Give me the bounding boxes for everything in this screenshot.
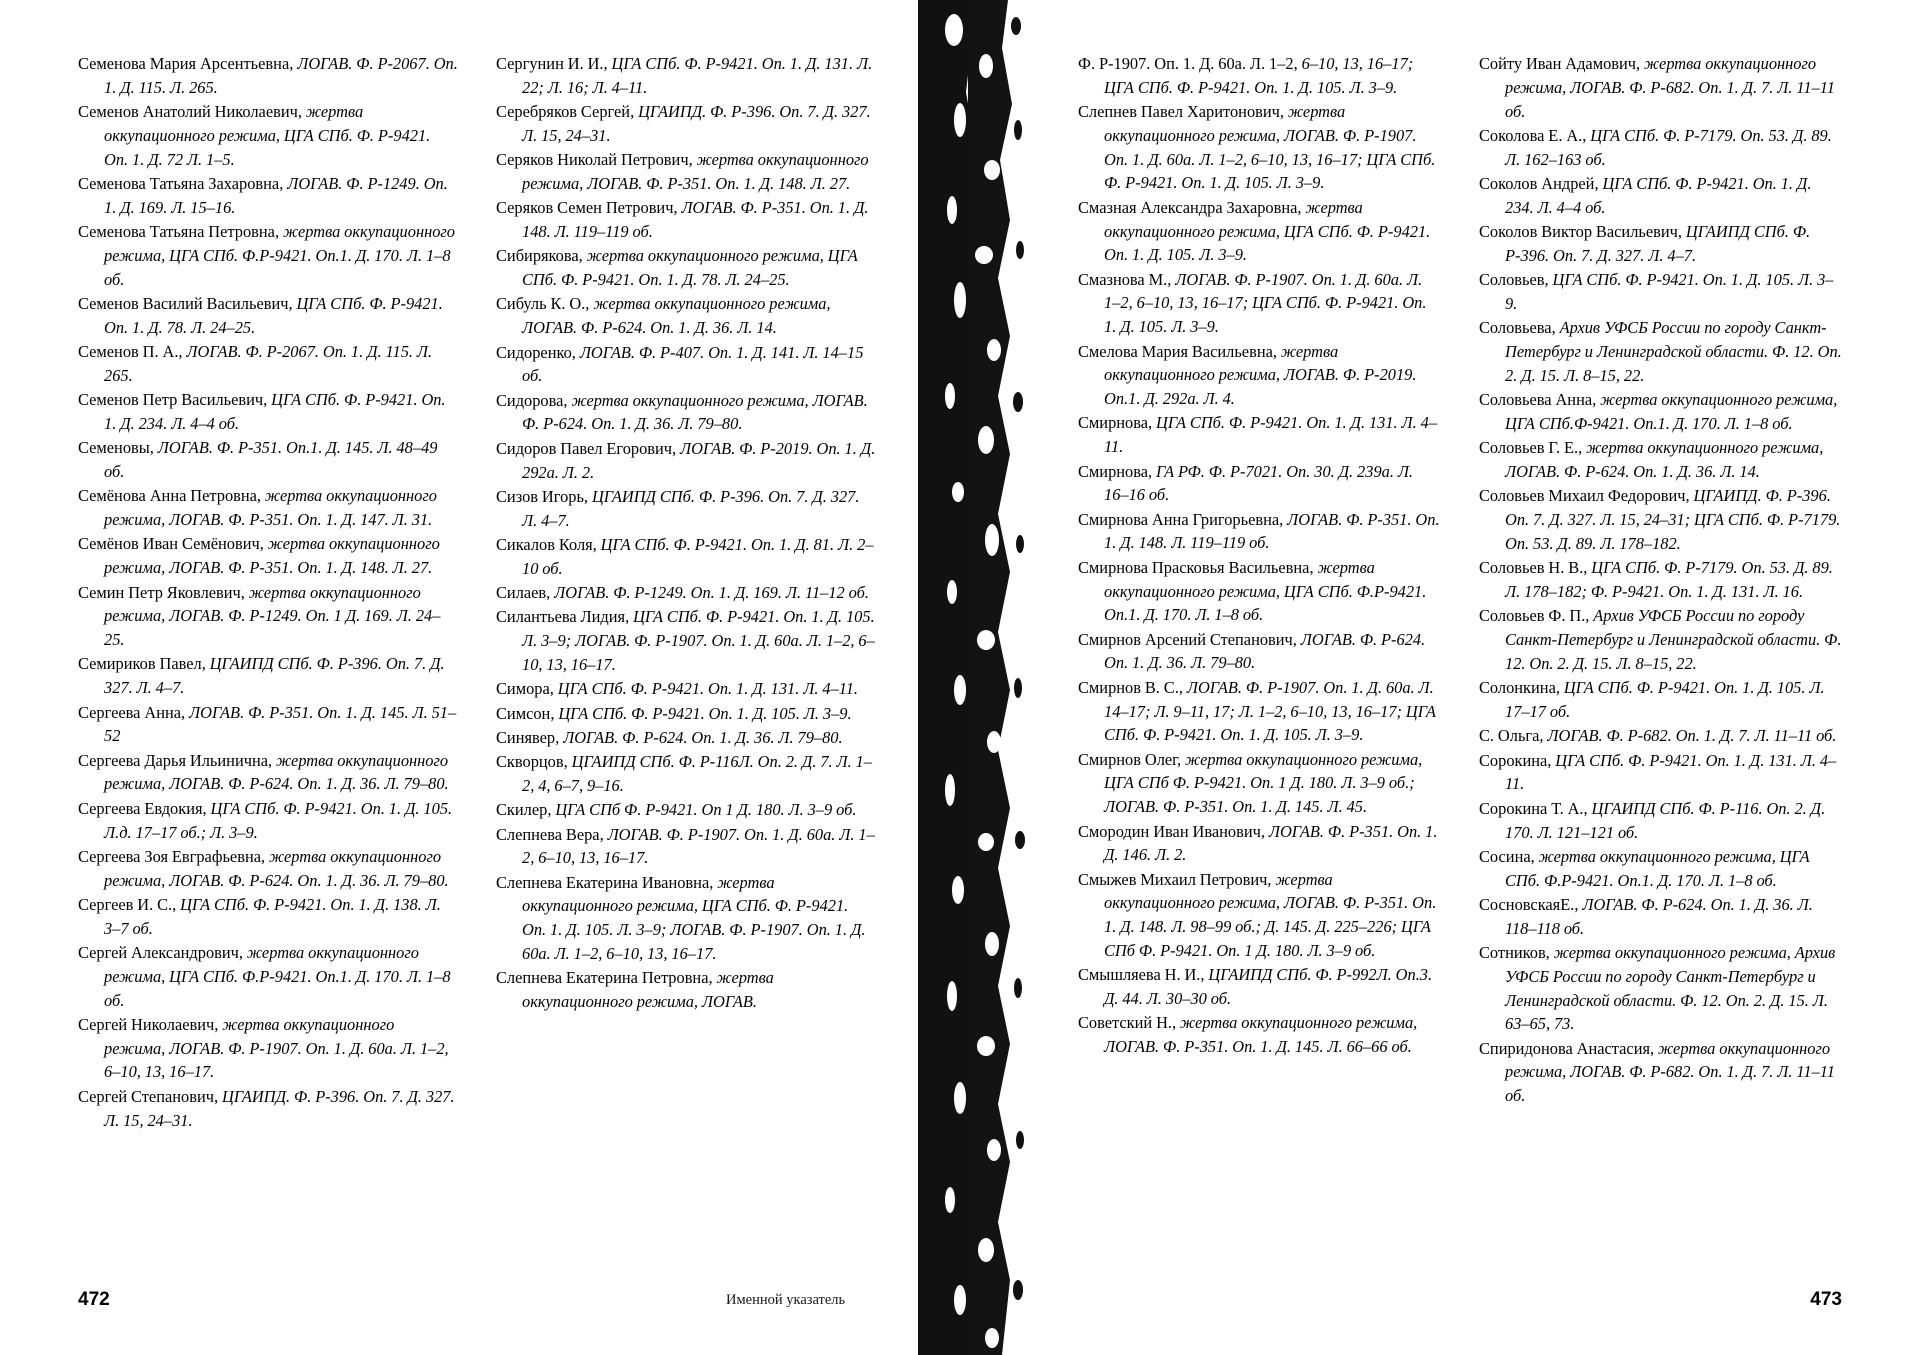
index-entry: Скилер, ЦГА СПб Ф. Р-9421. Оп 1 Д. 180. Л. 3–9 об.: [496, 800, 857, 820]
page-number-right: 473: [1810, 1289, 1842, 1310]
index-entry: Смазнова М., ЛОГАВ. Ф. Р-1907. Оп. 1. Д. 60а. Л. 1–2, 6–10, 13, 16–17; ЦГА СПб. Ф. Р-9421. Оп. 1. Д. 105. Л. 3–9.: [1078, 269, 1427, 337]
index-entry: Сидоренко, ЛОГАВ. Ф. Р-407. Оп. 1. Д. 141. Л. 14–15 об.: [496, 342, 864, 386]
index-entry: Соколов Виктор Васильевич, ЦГАИПД СПб. Ф. Р-396. Оп. 7. Д. 327. Л. 4–7.: [1479, 222, 1811, 265]
index-entry: Серебряков Сергей, ЦГАИПД. Ф. Р-396. Оп. 7. Д. 327. Л. 15, 24–31.: [496, 102, 871, 145]
index-entry: Сикалов Коля, ЦГА СПб. Ф. Р-9421. Оп. 1. Д. 81. Л. 2–10 об.: [496, 534, 874, 578]
right-page: [1056, 0, 1920, 1355]
index-entry: Смышляева Н. И., ЦГАИПД СПб. Ф. Р-992Л. Оп.3. Д. 44. Л. 30–30 об.: [1078, 965, 1433, 1009]
index-entry: Соловьева Анна, жертва оккупационного режима, ЦГА СПб.Ф-9421. Оп.1. Д. 170. Л. 1–8 об.: [1479, 390, 1838, 433]
scan-gutter-shadow: [916, 0, 1056, 1355]
index-entry: Сергеева Евдокия, ЦГА СПб. Ф. Р-9421. Оп. 1. Д. 105. Л.д. 17–17 об.; Л. 3–9.: [78, 798, 453, 842]
book-gutter: [916, 0, 1056, 1355]
right-column-1: [1078, 52, 1441, 1109]
index-entry: Солонкина, ЦГА СПб. Ф. Р-9421. Оп. 1. Д. 105. Л. 17–17 об.: [1479, 678, 1825, 722]
index-entry: Семенов Анатолий Николаевич, жертва оккупационного режима, ЦГА СПб. Ф. Р-9421. Оп. 1. Д. 72 Л. 1–5.: [78, 102, 431, 169]
index-entry: Сосина, жертва оккупационного режима, ЦГА СПб. Ф.Р-9421. Оп.1. Д. 170. Л. 1–8 об.: [1479, 846, 1810, 890]
index-entry: Смирнова Анна Григорьевна, ЛОГАВ. Ф. Р-351. Оп. 1. Д. 148. Л. 119–119 об.: [1078, 509, 1440, 553]
index-entry: Слепнев Павел Харитонович, жертва оккупационного режима, ЛОГАВ. Ф. Р-1907. Оп. 1. Д. 60а. Л. 1–2, 6–10, 13, 16–17; ЦГА СПб. Ф. Р-9421. Оп. 1. Д. 105. Л. 3–9.: [1078, 102, 1436, 193]
index-entry: Сойту Иван Адамович, жертва оккупационного режима, ЛОГАВ. Ф. Р-682. Оп. 1. Д. 7. Л. 11–11 об.: [1479, 54, 1835, 121]
index-entry: Сибуль К. О., жертва оккупационного режима, ЛОГАВ. Ф. Р-624. Оп. 1. Д. 36. Л. 14.: [496, 294, 831, 338]
index-entry: Советский Н., жертва оккупационного режима, ЛОГАВ. Ф. Р-351. Оп. 1. Д. 145. Л. 66–66 об.: [1078, 1013, 1418, 1057]
index-entry-continuation: Ф. Р-1907. Оп. 1. Д. 60а. Л. 1–2, 6–10, 13, 16–17; ЦГА СПб. Ф. Р-9421. Оп. 1. Д. 105. Л. 3–9.: [1078, 54, 1414, 97]
index-entry: Сергей Степанович, ЦГАИПД. Ф. Р-396. Оп. 7. Д. 327. Л. 15, 24–31.: [78, 1086, 455, 1130]
index-entry: Соловьева, Архив УФСБ России по городу Санкт-Петербург и Ленинградской области. Ф. 12. Оп. 2. Д. 15. Л. 8–15, 22.: [1479, 318, 1842, 385]
index-entry: Соколова Е. А., ЦГА СПб. Ф. Р-7179. Оп. 53. Д. 89. Л. 162–163 об.: [1479, 125, 1832, 169]
index-entry: Скворцов, ЦГАИПД СПб. Ф. Р-116Л. Оп. 2. Д. 7. Л. 1–2, 4, 6–7, 9–16.: [496, 752, 873, 795]
left-column-2: [496, 52, 876, 1133]
index-entry: СосновскаяЕ., ЛОГАВ. Ф. Р-624. Оп. 1. Д. 36. Л. 118–118 об.: [1479, 894, 1813, 938]
index-entry: Соловьев Ф. П., Архив УФСБ России по городу Санкт-Петербург и Ленинградской области. Ф. 12. Оп. 2. Д. 15. Л. 8–15, 22.: [1479, 606, 1842, 673]
index-entry: Семенов П. А., ЛОГАВ. Ф. Р-2067. Оп. 1. Д. 115. Л. 265.: [78, 342, 433, 385]
index-entry: Сидорова, жертва оккупационного режима, ЛОГАВ. Ф. Р-624. Оп. 1. Д. 36. Л. 79–80.: [496, 390, 868, 434]
index-entry: Смирнова, ЦГА СПб. Ф. Р-9421. Оп. 1. Д. 131. Л. 4–11.: [1078, 413, 1438, 457]
index-entry: Семенов Василий Васильевич, ЦГА СПб. Ф. Р-9421. Оп. 1. Д. 78. Л. 24–25.: [78, 293, 443, 337]
index-entry: Сергей Николаевич, жертва оккупационного режима, ЛОГАВ. Ф. Р-1907. Оп. 1. Д. 60а. Л. 1–2, 6–10, 13, 16–17.: [78, 1014, 449, 1082]
left-page-columns: [78, 52, 916, 1133]
index-entry: Смирнов Олег, жертва оккупационного режима, ЦГА СПб Ф. Р-9421. Оп. 1 Д. 180. Л. 3–9 об.; ЛОГАВ. Ф. Р-351. Оп. 1. Д. 145. Л. 45.: [1078, 749, 1423, 817]
index-entry: Семин Петр Яковлевич, жертва оккупационного режима, ЛОГАВ. Ф. Р-1249. Оп. 1 Д. 169. Л. 24–25.: [78, 582, 441, 650]
index-entry: Семёнов Иван Семёнович, жертва оккупационного режима, ЛОГАВ. Ф. Р-351. Оп. 1. Д. 148. Л. 27.: [78, 534, 440, 578]
index-entry: Симсон, ЦГА СПб. Ф. Р-9421. Оп. 1. Д. 105. Л. 3–9.: [496, 703, 852, 723]
index-entry: Семенова Мария Арсентьевна, ЛОГАВ. Ф. Р-2067. Оп. 1. Д. 115. Л. 265.: [78, 54, 458, 97]
page-number-left: 472: [78, 1289, 110, 1310]
index-entry: Слепнева Вера, ЛОГАВ. Ф. Р-1907. Оп. 1. Д. 60а. Л. 1–2, 6–10, 13, 16–17.: [496, 824, 875, 868]
left-column-1: [78, 52, 458, 1133]
index-entry: Сорокина Т. А., ЦГАИПД СПб. Ф. Р-116. Оп. 2. Д. 170. Л. 121–121 об.: [1479, 798, 1826, 842]
index-entry: Соловьев Михаил Федорович, ЦГАИПД. Ф. Р-396. Оп. 7. Д. 327. Л. 15, 24–31; ЦГА СПб. Ф. Р-7179. Оп. 53. Д. 89. Л. 178–182.: [1479, 486, 1841, 553]
index-entry: Соловьев, ЦГА СПб. Ф. Р-9421. Оп. 1. Д. 105. Л. 3–9.: [1479, 270, 1834, 313]
index-entry: Сидоров Павел Егорович, ЛОГАВ. Ф. Р-2019. Оп. 1. Д. 292а. Л. 2.: [496, 438, 876, 482]
index-entry: Сергеева Зоя Евграфьевна, жертва оккупационного режима, ЛОГАВ. Ф. Р-624. Оп. 1. Д. 36. Л. 79–80.: [78, 846, 449, 890]
index-entry: Семёнова Анна Петровна, жертва оккупационного режима, ЛОГАВ. Ф. Р-351. Оп. 1. Д. 147. Л. 31.: [78, 486, 437, 530]
index-entry: Семеновы, ЛОГАВ. Ф. Р-351. Оп.1. Д. 145. Л. 48–49 об.: [78, 438, 438, 482]
right-page-columns: [1078, 52, 1842, 1109]
index-entry: Семириков Павел, ЦГАИПД СПб. Ф. Р-396. Оп. 7. Д. 327. Л. 4–7.: [78, 654, 445, 698]
index-entry: Соловьев Г. Е., жертва оккупационного режима, ЛОГАВ. Ф. Р-624. Оп. 1. Д. 36. Л. 14.: [1479, 438, 1824, 482]
index-entry: Сизов Игорь, ЦГАИПД СПб. Ф. Р-396. Оп. 7. Д. 327. Л. 4–7.: [496, 486, 860, 530]
index-entry: Соколов Андрей, ЦГА СПб. Ф. Р-9421. Оп. 1. Д. 234. Л. 4–4 об.: [1479, 173, 1812, 217]
index-entry: Симора, ЦГА СПб. Ф. Р-9421. Оп. 1. Д. 131. Л. 4–11.: [496, 679, 858, 699]
index-entry: С. Ольга, ЛОГАВ. Ф. Р-682. Оп. 1. Д. 7. Л. 11–11 об.: [1479, 726, 1837, 746]
index-entry: Смелова Мария Васильевна, жертва оккупационного режима, ЛОГАВ. Ф. Р-2019. Оп.1. Д. 292а. Л. 4.: [1078, 341, 1417, 409]
index-entry: Сергей Александрович, жертва оккупационного режима, ЦГА СПб. Ф.Р-9421. Оп.1. Д. 170. Л. 1–8 об.: [78, 942, 451, 1010]
index-entry: Смазная Александра Захаровна, жертва оккупационного режима, ЦГА СПб. Ф. Р-9421. Оп. 1. Д. 105. Л. 3–9.: [1078, 197, 1431, 265]
index-entry: Серяков Семен Петрович, ЛОГАВ. Ф. Р-351. Оп. 1. Д. 148. Л. 119–119 об.: [496, 198, 869, 242]
running-head: Именной указатель: [726, 1292, 846, 1308]
index-entry: Сергунин И. И., ЦГА СПб. Ф. Р-9421. Оп. 1. Д. 131. Л. 22; Л. 16; Л. 4–11.: [496, 54, 873, 97]
index-entry: Семенов Петр Васильевич, ЦГА СПб. Ф. Р-9421. Оп. 1. Д. 234. Л. 4–4 об.: [78, 390, 446, 433]
index-entry: Смирнов Арсений Степанович, ЛОГАВ. Ф. Р-624. Оп. 1. Д. 36. Л. 79–80.: [1078, 629, 1426, 673]
index-entry: Смирнова Прасковья Васильевна, жертва оккупационного режима, ЦГА СПб. Ф.Р-9421. Оп.1. Д. 170. Л. 1–8 об.: [1078, 557, 1427, 625]
index-entry: Смирнова, ГА РФ. Ф. Р-7021. Оп. 30. Д. 239а. Л. 16–16 об.: [1078, 461, 1414, 505]
index-entry: Семенова Татьяна Захаровна, ЛОГАВ. Ф. Р-1249. Оп. 1. Д. 169. Л. 15–16.: [78, 173, 448, 217]
index-entry: Смыжев Михаил Петрович, жертва оккупационного режима, ЛОГАВ. Ф. Р-351. Оп. 1. Д. 148. Л. 98–99 об.; Д. 145. Д. 225–226; ЦГА СПб Ф. Р-9421. Оп. 1 Д. 180. Л. 3–9 об.: [1078, 869, 1437, 960]
index-entry: Семенова Татьяна Петровна, жертва оккупационного режима, ЦГА СПб. Ф.Р-9421. Оп.1. Д. 170. Л. 1–8 об.: [78, 222, 455, 289]
index-entry: Сергеева Дарья Ильинична, жертва оккупационного режима, ЛОГАВ. Ф. Р-624. Оп. 1. Д. 36. Л. 79–80.: [78, 750, 449, 794]
index-entry: Синявер, ЛОГАВ. Ф. Р-624. Оп. 1. Д. 36. Л. 79–80.: [496, 727, 843, 747]
left-page: [0, 0, 916, 1355]
index-entry: Серяков Николай Петрович, жертва оккупационного режима, ЛОГАВ. Ф. Р-351. Оп. 1. Д. 148. Л. 27.: [496, 150, 869, 193]
index-entry: Смородин Иван Иванович, ЛОГАВ. Ф. Р-351. Оп. 1. Д. 146. Л. 2.: [1078, 821, 1438, 865]
index-entry: Сотников, жертва оккупационного режима, Архив УФСБ России по городу Санкт-Петербург и Ленинградской области. Ф. 12. Оп. 2. Д. 15. Л. 63–65, 73.: [1479, 942, 1836, 1034]
index-entry: Силаев, ЛОГАВ. Ф. Р-1249. Оп. 1. Д. 169. Л. 11–12 об.: [496, 583, 869, 603]
index-entry: Сибирякова, жертва оккупационного режима, ЦГА СПб. Ф. Р-9421. Оп. 1. Д. 78. Л. 24–25.: [496, 246, 858, 290]
index-entry: Слепнева Екатерина Ивановна, жертва оккупационного режима, ЦГА СПб. Ф. Р-9421. Оп. 1. Д. 105. Л. 3–9; ЛОГАВ. Ф. Р-1907. Оп. 1. Д. 60а. Л. 1–2, 6–10, 13, 16–17.: [496, 872, 866, 963]
index-entry: Силантьева Лидия, ЦГА СПб. Ф. Р-9421. Оп. 1. Д. 105. Л. 3–9; ЛОГАВ. Ф. Р-1907. Оп. 1. Д. 60а. Л. 1–2, 6–10, 13, 16–17.: [496, 607, 875, 674]
index-entry: Сергеева Анна, ЛОГАВ. Ф. Р-351. Оп. 1. Д. 145. Л. 51–52: [78, 702, 457, 746]
index-entry: Смирнов В. С., ЛОГАВ. Ф. Р-1907. Оп. 1. Д. 60а. Л. 14–17; Л. 9–11, 17; Л. 1–2, 6–10, 13, 16–17; ЦГА СПб. Ф. Р-9421. Оп. 1. Д. 105. Л. 3–9.: [1078, 677, 1436, 745]
index-entry: Сорокина, ЦГА СПб. Ф. Р-9421. Оп. 1. Д. 131. Л. 4–11.: [1479, 750, 1837, 794]
index-entry: Соловьев Н. В., ЦГА СПб. Ф. Р-7179. Оп. 53. Д. 89. Л. 178–182; Ф. Р-9421. Оп. 1. Д. 131. Л. 16.: [1479, 558, 1833, 602]
right-column-2: [1479, 52, 1842, 1109]
index-entry: Слепнева Екатерина Петровна, жертва оккупационного режима, ЛОГАВ.: [496, 968, 774, 1012]
index-entry: Сергеев И. С., ЦГА СПб. Ф. Р-9421. Оп. 1. Д. 138. Л. 3–7 об.: [78, 894, 441, 938]
index-entry: Спиридонова Анастасия, жертва оккупационного режима, ЛОГАВ. Ф. Р-682. Оп. 1. Д. 7. Л. 11–11 об.: [1479, 1038, 1835, 1106]
